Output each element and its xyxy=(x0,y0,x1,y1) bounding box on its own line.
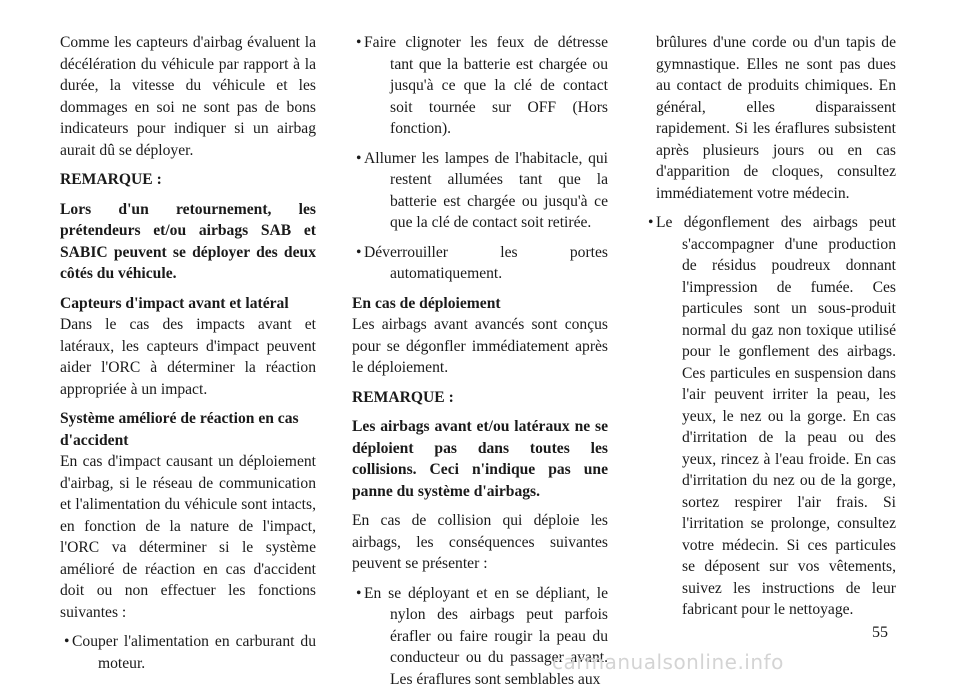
list-item: • Déverrouiller les portes automatiquement. xyxy=(352,242,608,285)
enhanced-response-text: En cas d'impact causant un déploiement d'airbag, si le réseau de communication et l'alimentation du véhicule sont intacts, en fonction de la nature de l'impact, l'ORC va déterminer si le système amélioré de réaction en cas d'accident doit ou non effectuer les fonctions suivantes : xyxy=(60,453,316,621)
list-item: • Couper l'alimentation en carburant du moteur. xyxy=(60,631,316,674)
note-text: Les airbags avant et/ou latéraux ne se déploient pas dans toutes les collisions. Ceci n'indique pas une panne du système d'airbags. xyxy=(352,418,608,500)
bullet-list xyxy=(352,32,608,285)
consequences-text: En cas de collision qui déploie les airbags, les conséquences suivantes peuvent se présenter : xyxy=(352,512,608,572)
column-1 xyxy=(60,32,316,682)
bullet-list xyxy=(644,212,896,621)
list-item: • En se déployant et en se dépliant, le nylon des airbags peut parfois érafler ou faire rougir la peau du conducteur ou du passager avant. Les éraflures sont semblables aux xyxy=(352,583,608,691)
continuation-text: brûlures d'une corde ou d'un tapis de gymnastique. Elles ne sont pas dues au contact de produits chimiques. En général, elles disparaissent rapidement. Si les éraflures subsistent après plusieurs jours ou en cas d'apparition de cloques, consultez immédiatement votre médecin. xyxy=(656,34,896,202)
impact-sensors-text: Dans le cas des impacts avant et latéraux, les capteurs d'impact peuvent aider l'ORC à déterminer la réaction appropriée à un impact. xyxy=(60,316,316,398)
impact-sensors-heading: Capteurs d'impact avant et latéral xyxy=(60,294,289,312)
note-text: Lors d'un retournement, les prétendeurs et/ou airbags SAB et SABIC peuvent se déployer des deux côtés du véhicule. xyxy=(60,200,316,282)
list-item: • Faire clignoter les feux de détresse tant que la batterie est chargée ou jusqu'à ce que la clé de contact soit tournée sur OFF (Hors fonction). xyxy=(352,32,608,140)
enhanced-response-heading: Système amélioré de réaction en cas d'accident xyxy=(60,410,299,449)
column-3 xyxy=(644,32,896,629)
bullet-list xyxy=(60,631,316,674)
intro-paragraph: Comme les capteurs d'airbag évaluent la décélération du véhicule par rapport à la durée, la vitesse du véhicule et les dommages en soi ne sont pas de bons indicateurs pour indiquer si un airbag aurait dû se déployer. xyxy=(60,34,316,159)
watermark: carmanualsonline.info xyxy=(552,650,784,674)
page-number: 55 xyxy=(872,624,888,641)
note-label: REMARQUE : xyxy=(352,388,454,406)
deployment-heading: En cas de déploiement xyxy=(352,294,501,312)
list-item: • Allumer les lampes de l'habitacle, qui restent allumées tant que la batterie est chargée ou jusqu'à ce que la clé de contact soit retirée. xyxy=(352,148,608,234)
column-2 xyxy=(352,32,608,698)
deployment-text: Les airbags avant avancés sont conçus pour se dégonfler immédiatement après le déploiement. xyxy=(352,316,608,376)
note-label: REMARQUE : xyxy=(60,171,162,188)
list-item: • Le dégonflement des airbags peut s'accompagner d'une production de résidus poudreux donnant l'impression de fumée. Ces particules sont un sous-produit normal du gaz non toxique utilisé pour le gonflement des airbags. Ces particules en suspension dans l'air peuvent irriter la peau, les yeux, le nez ou la gorge. En cas d'irritation de la peau ou des yeux, rincez à l'eau froide. En cas d'irritation du nez ou de la gorge, sortez respirer l'air frais. Si l'irritation se prolonge, consultez votre médecin. Si ces particules se déposent sur vos vêtements, suivez les instructions de leur fabricant pour le nettoyage. xyxy=(644,212,896,621)
